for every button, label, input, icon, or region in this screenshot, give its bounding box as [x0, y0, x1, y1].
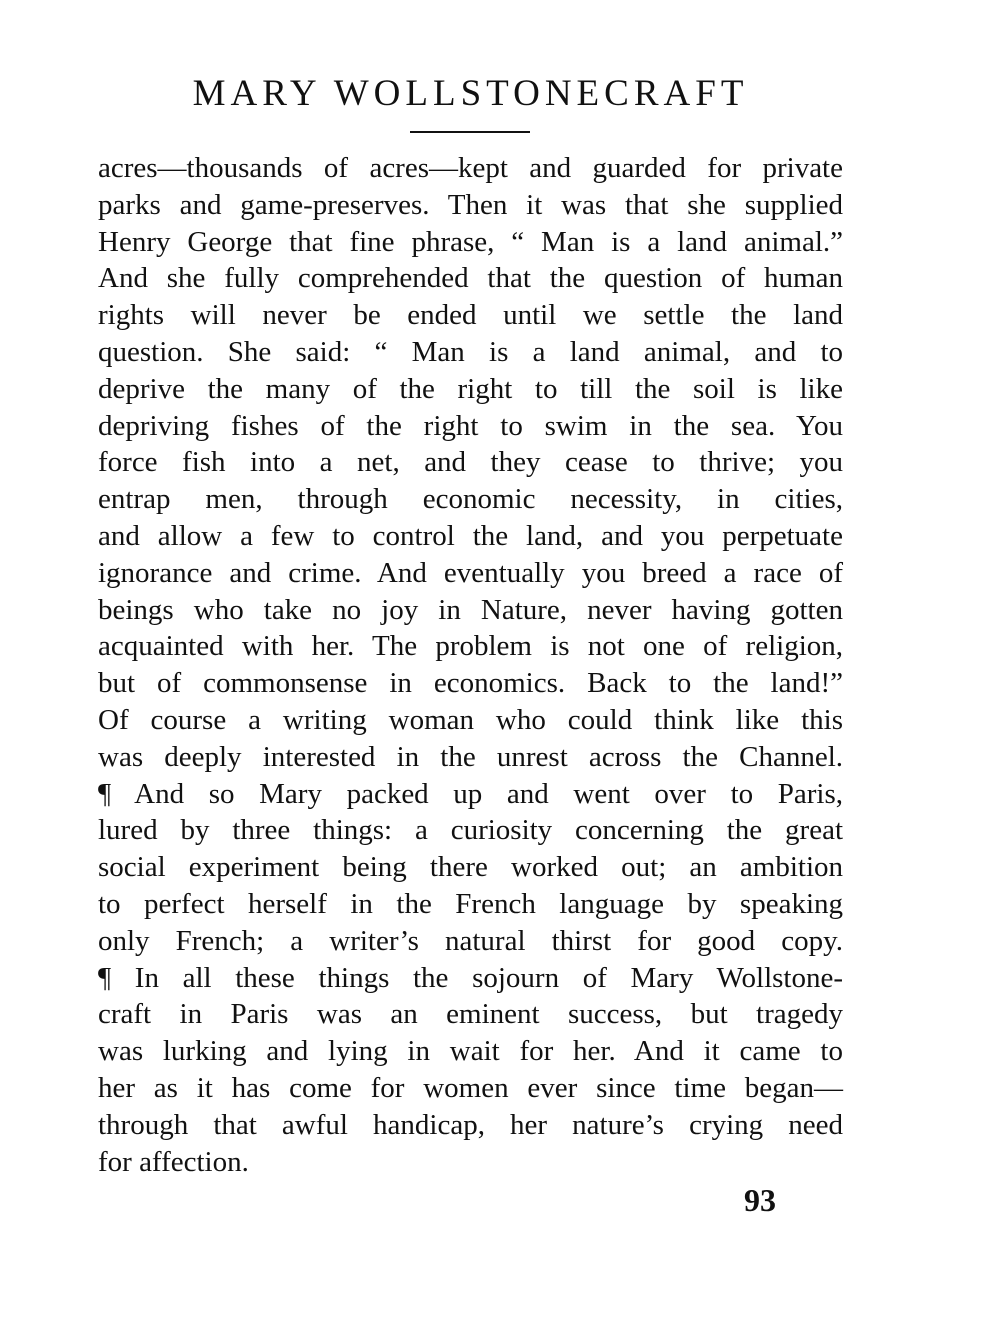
body-text — [98, 150, 843, 1180]
text-line: through that awful handicap, her nature’s crying need — [98, 1108, 843, 1141]
text-line: ignorance and crime. And eventually you breed a race of — [98, 556, 843, 589]
text-line: ¶ And so Mary packed up and went over to Paris, — [98, 777, 843, 810]
text-line: Henry George that fine phrase, “ Man is a land animal.” — [98, 225, 843, 258]
text-line: deprive the many of the right to till the soil is like — [98, 372, 843, 405]
text-line: rights will never be ended until we settle the land — [98, 299, 843, 332]
text-line: acres—thousands of acres—kept and guarded for private — [98, 152, 843, 184]
text-line: to perfect herself in the French language by speaking — [98, 887, 843, 920]
text-line: force fish into a net, and they cease to thrive; you — [98, 446, 843, 479]
running-head: MARY WOLLSTONECRAFT — [192, 73, 749, 114]
text-line: And she fully comprehended that the question of human — [98, 262, 843, 295]
text-line: parks and game-preserves. Then it was that she supplied — [98, 188, 843, 221]
text-line: her as it has come for women ever since time began— — [98, 1071, 843, 1104]
text-line: entrap men, through economic necessity, in cities, — [98, 483, 843, 516]
text-line: for affection. — [98, 1145, 249, 1178]
text-line: question. She said: “ Man is a land animal, and to — [98, 335, 843, 368]
text-line: but of commonsense in economics. Back to the land!” — [98, 667, 843, 700]
text-line: craft in Paris was an eminent success, but tragedy — [98, 998, 843, 1031]
text-line: was lurking and lying in wait for her. And it came to — [98, 1035, 843, 1068]
text-line: lured by three things: a curiosity concerning the great — [98, 814, 843, 847]
text-line: and allow a few to control the land, and you perpetuate — [98, 519, 843, 552]
text-line: ¶ In all these things the sojourn of Mary Wollstone- — [98, 961, 843, 994]
text-line: Of course a writing woman who could think like this — [98, 703, 843, 736]
text-line: was deeply interested in the unrest across the Channel. — [98, 740, 843, 773]
text-line: depriving fishes of the right to swim in the sea. You — [98, 409, 843, 442]
text-line: acquainted with her. The problem is not one of religion, — [98, 630, 843, 663]
text-line: beings who take no joy in Nature, never having gotten — [98, 593, 843, 626]
text-line: only French; a writer’s natural thirst for good copy. — [98, 924, 843, 957]
text-line: social experiment being there worked out; an ambition — [98, 851, 843, 884]
page-number: 93 — [744, 1182, 776, 1218]
header-rule — [410, 131, 530, 133]
